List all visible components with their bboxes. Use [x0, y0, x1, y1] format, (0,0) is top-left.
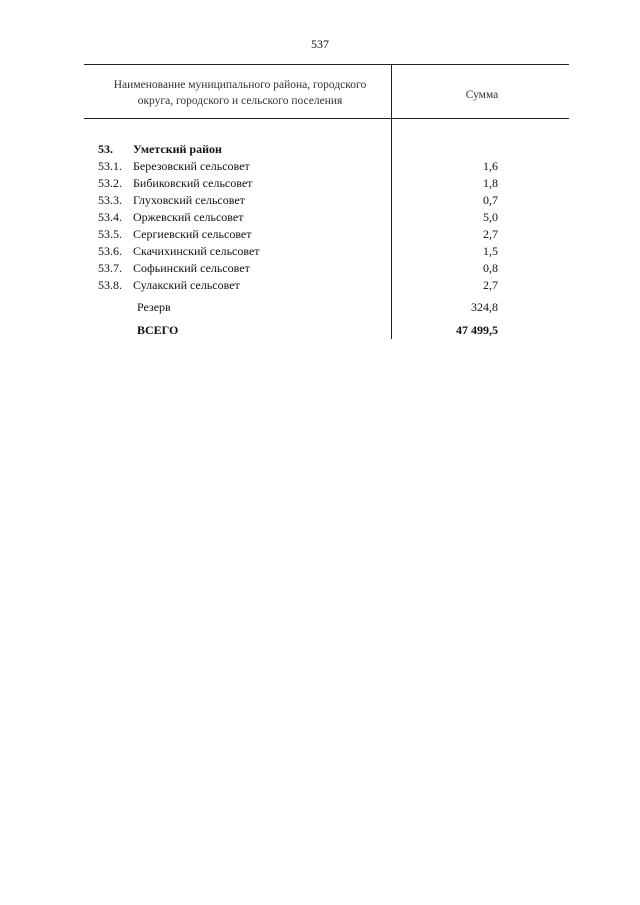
reserve-label: Резерв	[137, 300, 171, 314]
row-number: 53.7.	[98, 261, 122, 275]
row-name: Березовский сельсовет	[133, 159, 250, 173]
row-amount: 5,0	[483, 210, 498, 224]
row-name: Скачихинский сельсовет	[133, 244, 260, 258]
row-number: 53.1.	[98, 159, 122, 173]
row-amount: 0,8	[483, 261, 498, 275]
row-amount: 1,6	[483, 159, 498, 173]
table-row	[0, 243, 640, 260]
row-name: Бибиковский сельсовет	[133, 176, 253, 190]
row-number: 53.4.	[98, 210, 122, 224]
reserve-amount: 324,8	[471, 300, 498, 314]
table-row	[0, 175, 640, 192]
district-row	[0, 141, 640, 158]
district-name: Уметский район	[133, 142, 222, 156]
row-name: Оржевский сельсовет	[133, 210, 244, 224]
total-amount: 47 499,5	[456, 323, 498, 337]
row-amount: 2,7	[483, 278, 498, 292]
row-name: Софьинский сельсовет	[133, 261, 250, 275]
header-name-column	[90, 77, 390, 109]
table-top-border	[84, 64, 569, 65]
row-number: 53.3.	[98, 193, 122, 207]
table-row	[0, 209, 640, 226]
total-label: ВСЕГО	[137, 323, 179, 337]
header-sum-column: Сумма	[465, 89, 499, 101]
table-row	[0, 226, 640, 243]
table-row	[0, 260, 640, 277]
row-amount: 0,7	[483, 193, 498, 207]
page-number: 537	[311, 37, 329, 51]
row-amount: 1,8	[483, 176, 498, 190]
district-number: 53.	[98, 142, 113, 156]
row-name: Сулакский сельсовет	[133, 278, 240, 292]
row-name: Сергиевский сельсовет	[133, 227, 252, 241]
reserve-row	[0, 299, 640, 316]
table-row	[0, 192, 640, 209]
header-name-line-1: Наименование муниципального района, городского	[113, 79, 367, 91]
table-header-bottom-border	[84, 118, 569, 119]
row-amount: 1,5	[483, 244, 498, 258]
row-amount: 2,7	[483, 227, 498, 241]
row-number: 53.6.	[98, 244, 122, 258]
total-row	[0, 322, 640, 339]
row-name: Глуховский сельсовет	[133, 193, 245, 207]
row-number: 53.8.	[98, 278, 122, 292]
header-name-line-2: округа, городского и сельского поселения	[137, 95, 343, 107]
table-row	[0, 277, 640, 294]
table-row	[0, 158, 640, 175]
row-number: 53.2.	[98, 176, 122, 190]
row-number: 53.5.	[98, 227, 122, 241]
